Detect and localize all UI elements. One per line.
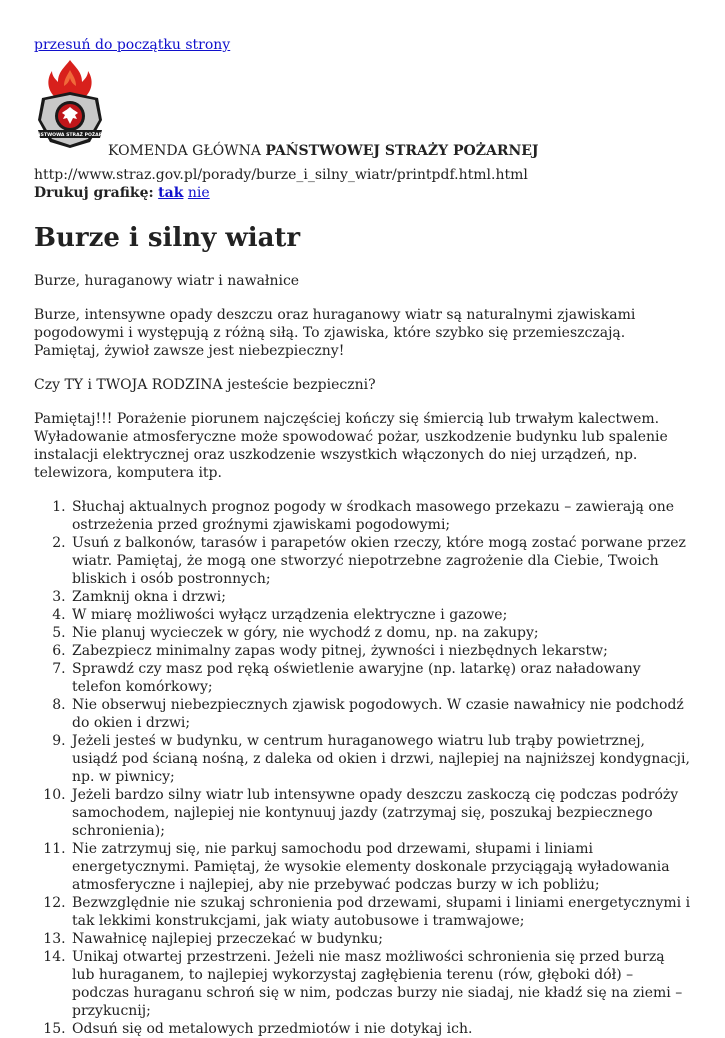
article-subtitle: Burze, huraganowy wiatr i nawałnice (34, 273, 300, 289)
print-graphics-row (34, 184, 691, 202)
article-title: Burze i silny wiatr (34, 223, 301, 253)
print-graphics-yes-link[interactable]: tak (158, 185, 184, 201)
list-item: 6. Zabezpiecz minimalny zapas wody pitnej, żywności i niezbędnych lekarstw; (70, 642, 691, 660)
list-item: 5. Nie planuj wycieczek w góry, nie wychodź z domu, np. na zakupy; (70, 624, 691, 642)
list-item: 2. Usuń z balkonów, tarasów i parapetów okien rzeczy, które mogą zostać porwane przez wiatr. Pamiętaj, że mogą one stworzyć niepotrzebne zagrożenie dla Ciebie, Twoich bliskich i osób postronnych; (70, 534, 691, 588)
svg-text:PAŃSTWOWA STRAŻ POŻARNA: PAŃSTWOWA STRAŻ POŻARNA (30, 133, 110, 139)
list-item: 8. Nie obserwuj niebezpiecznych zjawisk pogodowych. W czasie nawałnicy nie podchodź do okien i drzwi; (70, 696, 691, 732)
list-item: 7. Sprawdź czy masz pod ręką oświetlenie awaryjne (np. latarkę) oraz naładowany telefon komórkowy; (70, 660, 691, 696)
print-graphics-no-link[interactable]: nie (187, 185, 210, 201)
organization-bold-name: PAŃSTWOWEJ STRAŻY POŻARNEJ (265, 143, 539, 159)
list-item: 4. W miarę możliwości wyłącz urządzenia elektryczne i gazowe; (70, 606, 691, 624)
list-item: 13. Nawałnicę najlepiej przeczekać w budynku; (70, 930, 691, 948)
article-intro: Burze, intensywne opady deszczu oraz huraganowy wiatr są naturalnymi zjawiskami pogodowymi i występują z różną siłą. To zjawiska, które szybko się przemieszczają. Pamiętaj, żywioł zawsze jest niebezpieczny! (34, 307, 636, 359)
print-graphics-label: Drukuj grafikę: (34, 185, 154, 201)
list-item: 14. Unikaj otwartej przestrzeni. Jeżeli nie masz możliwości schronienia się przed burzą lub huraganem, to najlepiej wykorzystaj zagłębienia terenu (rów, głęboki dół) – podczas huraganu schroń się w nim, podczas burzy nie siadaj, nie kładź się na ziemi – przykucnij; (70, 948, 691, 1020)
list-item: 9. Jeżeli jesteś w budynku, w centrum huraganowego wiatru lub trąby powietrznej, usiądź pod ścianą nośną, z daleka od okien i drzwi, najlepiej na najniższej kondygnacji, np. w piwnicy; (70, 732, 691, 786)
article-warning: Pamiętaj!!! Porażenie piorunem najczęściej kończy się śmiercią lub trwałym kalectwem. Wyładowanie atmosferyczne może spowodować pożar, uszkodzenie budynku lub spalenie instalacji elektrycznej oraz uszkodzenie wszystkich włączonych do niej urządzeń, np. telewizora, komputera itp. (34, 411, 668, 481)
list-item: 12. Bezwzględnie nie szukaj schronienia pod drzewami, słupami i liniami energetycznymi i tak lekkimi konstrukcjami, jak wiaty autobusowe i tramwajowe; (70, 894, 691, 930)
back-to-top-link[interactable]: przesuń do początku strony (34, 37, 231, 53)
header-logo-row (30, 58, 691, 166)
list-item: 10. Jeżeli bardzo silny wiatr lub intensywne opady deszczu zaskoczą cię podczas podróży samochodem, najlepiej nie kontynuuj jazdy (zatrzymaj się, poszukaj bezpiecznego schronienia); (70, 786, 691, 840)
page-url: http://www.straz.gov.pl/porady/burze_i_silny_wiatr/printpdf.html.html (34, 167, 528, 183)
list-item: 3. Zamknij okna i drzwi; (70, 588, 691, 606)
list-item: 15. Odsuń się od metalowych przedmiotów i nie dotykaj ich. (70, 1020, 691, 1038)
organization-prefix: KOMENDA GŁÓWNA (108, 143, 261, 159)
safety-tips-list (34, 498, 691, 1038)
list-item: 1. Słuchaj aktualnych prognoz pogody w środkach masowego przekazu – zawierają one ostrzeżenia przed groźnymi zjawiskami pogodowymi; (70, 498, 691, 534)
psp-emblem-logo (30, 58, 110, 150)
list-item: 11. Nie zatrzymuj się, nie parkuj samochodu pod drzewami, słupami i liniami energetycznymi. Pamiętaj, że wysokie elementy doskonale przyciągają wyładowania atmosferyczne i najlepiej, aby nie przebywać podczas burzy w ich pobliżu; (70, 840, 691, 894)
organization-name (108, 142, 539, 160)
article-question: Czy TY i TWOJA RODZINA jesteście bezpieczni? (34, 377, 376, 393)
